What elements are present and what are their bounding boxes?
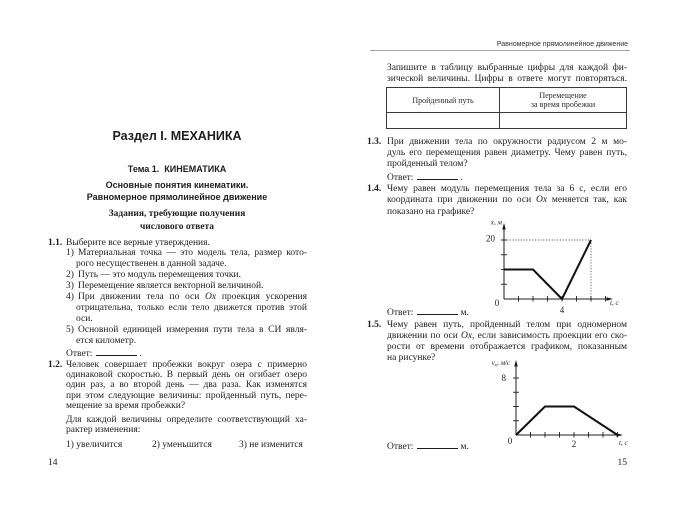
y-axis-label-subscript: x <box>494 363 497 369</box>
page-number: 15 <box>617 457 627 468</box>
header-rule <box>370 50 630 52</box>
x-axis-label: t, c <box>619 439 628 447</box>
header-text: за время пробежки <box>530 100 596 109</box>
answer-suffix: м. <box>460 307 469 318</box>
header-cell-displacement <box>500 88 627 113</box>
problem-text-line: дуль его перемещения равен диаметру. Чему равен путь, <box>387 147 627 158</box>
problem-text-line: при этом следующие величины: пройденный путь, пере- <box>66 390 307 401</box>
instruction-line: рактер изменения: <box>66 424 141 435</box>
header-text: Перемещение <box>539 91 587 100</box>
right-page <box>337 0 674 523</box>
text-fragment: координата при движении по оси <box>387 194 537 205</box>
answer-table-header-row <box>387 88 627 113</box>
choice-increase: 1) увеличится <box>66 439 123 450</box>
y-tick-label: 20 <box>486 233 495 244</box>
x-tick-label: 2 <box>571 439 577 449</box>
answer-label: Ответ: <box>387 172 414 183</box>
problem-prompt: Выберите все верные утверждения. <box>66 237 210 248</box>
problem-number: 1.2. <box>48 359 63 370</box>
option-text-line: Материальная точка — это модель тела, размер кото- <box>78 248 307 259</box>
option-text-line: рого несущественен в данной задаче. <box>76 259 227 270</box>
answer-table-value-row <box>387 113 627 129</box>
problem-number: 1.4. <box>367 183 382 194</box>
problem-number: 1.1. <box>48 237 63 248</box>
answer-label: Ответ: <box>66 348 93 359</box>
problem-text-line: один раз, а во второй день — два раза. Как изменятся <box>66 380 307 391</box>
tick-marks <box>513 378 618 438</box>
option-text-line: Основной единицей измерения пути тела в СИ явля- <box>78 324 307 335</box>
header-cell-path <box>387 88 500 113</box>
option-text-line: оси. <box>76 313 93 324</box>
problem-text-line: на рисунке? <box>387 352 436 363</box>
origin-label: 0 <box>494 298 500 308</box>
option-text-line: Путь — это модуль перемещения точки. <box>78 270 241 281</box>
answer-line <box>66 347 142 358</box>
problem-text-line: зической величины. Цифры в ответе могут повторяться. <box>387 73 627 84</box>
problem-text-line <box>387 195 627 206</box>
answer-blank <box>417 440 458 449</box>
topic-title: Тема 1. КИНЕМАТИКА <box>127 164 227 174</box>
text-fragment: меняется так, как <box>547 194 627 205</box>
problem-number: 1.5. <box>367 319 382 330</box>
page-number: 14 <box>48 457 58 468</box>
section-title: Раздел I. МЕХАНИКА <box>112 129 242 143</box>
answer-label: Ответ: <box>387 441 414 452</box>
choice-decrease: 2) уменьшится <box>152 439 212 450</box>
y-axis-label-symbol: v <box>491 359 495 367</box>
option-text-line: отрицательна, только если тело движется против этой <box>76 302 307 313</box>
answer-label: Ответ: <box>387 307 414 318</box>
option-text-line: ется километр. <box>76 335 137 346</box>
subtopic-line: Равномерное прямолинейное движение <box>86 192 268 202</box>
problem-text-line: рости от времени отображается графиком, показанным <box>387 341 627 352</box>
y-axis-arrow-icon <box>502 223 506 230</box>
tick-marks <box>501 240 606 302</box>
problem-number: 1.3. <box>367 136 382 147</box>
text-fragment: движении по оси <box>387 330 461 341</box>
running-header: Равномерное прямолинейное движение <box>496 41 628 48</box>
graph-coordinate-vs-time <box>478 210 638 318</box>
choice-unchanged: 3) не изменится <box>239 439 303 450</box>
option-number: 4) <box>66 292 74 302</box>
answer-blank <box>417 306 458 315</box>
y-axis-arrow-icon <box>514 360 518 367</box>
origin-label: 0 <box>507 436 513 446</box>
problem-text-line: При движении тела по окружности радиусом 2 м мо- <box>387 136 627 147</box>
option-number: 5) <box>66 324 74 335</box>
header-text: Пройденный путь <box>412 95 474 105</box>
answer-blank <box>96 347 137 356</box>
answer-suffix: м. <box>460 441 469 452</box>
y-axis-label: x, м <box>490 218 502 227</box>
problem-text-line: Чему равен путь, пройденный телом при одномерном <box>387 319 627 330</box>
subtopic-line: Основные понятия кинематики. <box>105 180 249 190</box>
problem-text-line: одинаковой скоростью. В первый день он огибает озеро <box>66 369 307 380</box>
answer-table <box>386 87 627 129</box>
problem-text-line: пройденный телом? <box>387 158 468 169</box>
option-number: 1) <box>66 248 74 259</box>
x-axis-label: t, c <box>610 299 619 307</box>
problem-text-line: показано на графике? <box>387 206 475 217</box>
value-cell-path <box>387 113 500 129</box>
answer-suffix: . <box>139 348 142 359</box>
axis-variable: Ox <box>205 292 217 302</box>
problem-text-line: Запишите в таблицу выбранные цифры для каждой фи- <box>387 62 627 73</box>
y-axis-label <box>492 359 511 369</box>
x-tick-label: 4 <box>559 305 565 315</box>
text-fragment: проекция ускорения <box>216 292 307 302</box>
value-cell-displacement <box>500 113 627 129</box>
problem-text-line <box>387 331 627 342</box>
problem-text-line: Чему равен модуль перемещения тела за 6 с, если его <box>387 183 627 194</box>
y-axis-label-unit: , м/с <box>496 359 510 367</box>
answer-line <box>387 171 463 182</box>
axis-variable: Ox <box>536 194 548 205</box>
data-line <box>504 240 591 299</box>
answer-suffix: . <box>460 172 463 183</box>
y-tick-label: 8 <box>501 373 506 383</box>
instruction-line: Для каждой величины определите соответствующий ха- <box>66 414 307 425</box>
data-line <box>516 407 618 436</box>
graph-velocity-vs-time <box>485 355 635 451</box>
task-type-line: Задания, требующие получения <box>108 209 246 219</box>
option-number: 2) <box>66 270 74 281</box>
answer-line <box>387 440 469 451</box>
text-fragment: , если зависимость проекции его ско- <box>472 330 627 341</box>
option-text-line <box>78 292 307 303</box>
axis-variable: Ox <box>460 330 473 341</box>
problem-text-line: мещение за время пробежки? <box>66 401 186 412</box>
answer-line <box>387 306 469 317</box>
task-type-line: числового ответа <box>139 222 215 232</box>
answer-blank <box>417 171 458 180</box>
option-number: 3) <box>66 281 74 292</box>
text-fragment: При движении тела по оси <box>78 292 206 302</box>
problem-text-line: Человек совершает пробежки вокруг озера с примерно <box>66 359 307 370</box>
option-text-line: Перемещение является векторной величиной. <box>78 281 264 292</box>
